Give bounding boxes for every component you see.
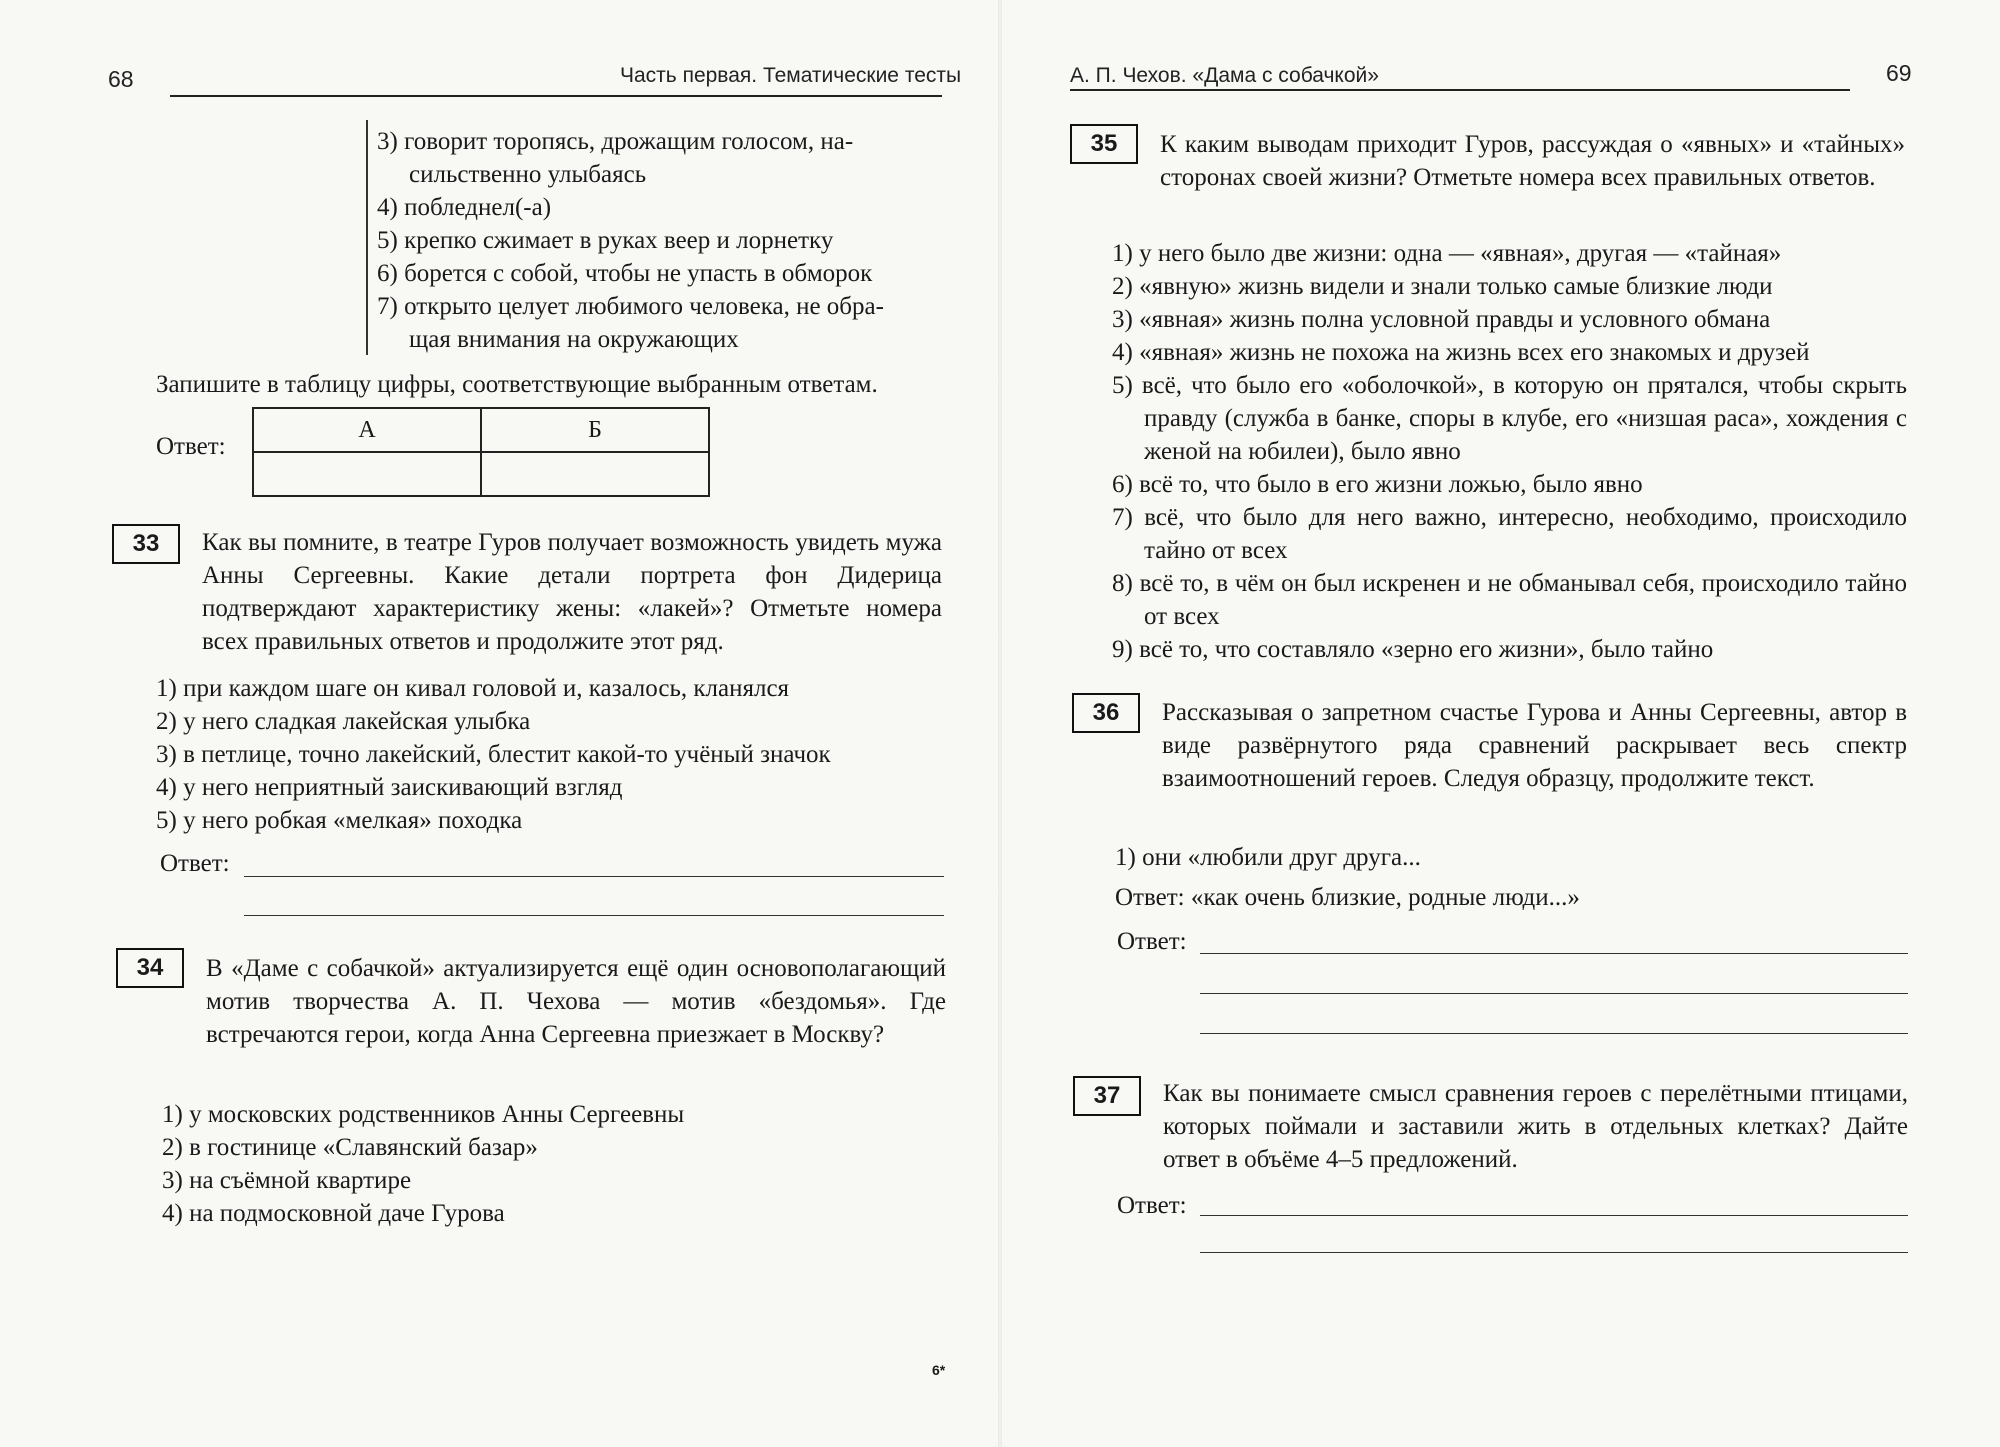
list-item: 2) в гостинице «Славянский базар»	[162, 1134, 538, 1161]
answer-label: Ответ:	[1117, 928, 1187, 955]
answer-label: Ответ:	[1117, 1192, 1187, 1219]
question-number-34: 34	[116, 948, 184, 988]
header-rule-left	[170, 95, 942, 97]
option-line: сильственно улыбаясь	[409, 161, 647, 188]
question-36-example-answer: Ответ: «как очень близкие, родные люди...»	[1115, 884, 1580, 911]
question-35-options	[1112, 237, 1907, 666]
list-item: 3) в петлице, точно лакейский, блестит какой-то учёный значок	[156, 741, 831, 768]
question-33-text: Как вы помните, в театре Гуров получает возможность увидеть мужа Анны Сергеевны. Какие детали портрета фон Дидерица подтверждают характеристику жены: «лакей»? Отметьте номера всех правильных ответов и продолжите этот ряд.	[202, 529, 942, 655]
question-number-33: 33	[112, 524, 180, 564]
option-line: 6) борется с собой, чтобы не упасть в обморок	[377, 260, 873, 287]
answer-line[interactable]	[1200, 1033, 1908, 1034]
list-item: 5) у него робкая «мелкая» походка	[156, 807, 523, 834]
question-36-example: 1) они «любили друг друга...	[1115, 844, 1421, 871]
list-item: 4) на подмосковной даче Гурова	[162, 1200, 505, 1227]
list-item: 1) при каждом шаге он кивал головой и, казалось, кланялся	[156, 675, 790, 702]
answer-line[interactable]	[1200, 993, 1908, 994]
option-line: 7) открыто целует любимого человека, не обра-	[377, 293, 884, 320]
table-header-a: А	[253, 408, 481, 452]
question-number-35: 35	[1070, 124, 1138, 164]
question-35-text: К каким выводам приходит Гуров, рассуждая о «явных» и «тайных» сторонах своей жизни? Отметьте номера всех правильных ответов.	[1160, 131, 1905, 191]
list-item: 4) у него неприятный заискивающий взгляд	[156, 774, 623, 801]
question-number-37: 37	[1073, 1076, 1141, 1116]
answer-line[interactable]	[1200, 1252, 1908, 1253]
list-item: 6) всё то, что было в его жизни ложью, было явно	[1112, 471, 1643, 498]
option-line: щая внимания на окружающих	[409, 326, 739, 353]
list-item: 8) всё то, в чём он был искренен и не обманывал себя, происходило тайно от всех	[1112, 570, 1907, 630]
answer-line[interactable]	[1200, 953, 1908, 954]
answer-line[interactable]	[244, 915, 944, 916]
list-item: 2) «явную» жизнь видели и знали только самые близкие люди	[1112, 273, 1773, 300]
answer-line[interactable]	[1200, 1215, 1908, 1216]
question-37-text: Как вы понимаете смысл сравнения героев с перелётными птицами, которых поймали и заставили жить в отдельных клетках? Дайте ответ в объёме 4–5 предложений.	[1163, 1080, 1908, 1173]
list-item: 1) у него было две жизни: одна — «явная», другая — «тайная»	[1112, 240, 1782, 267]
running-header-left: Часть первая. Тематические тесты	[620, 64, 962, 87]
header-rule-right	[1070, 89, 1850, 91]
question-33-options	[156, 672, 946, 837]
option-line: 4) побледнел(-а)	[377, 194, 552, 221]
answer-label: Ответ:	[156, 433, 226, 460]
continuation-options	[377, 125, 942, 356]
answer-cell-a[interactable]	[253, 452, 481, 496]
right-page	[1000, 0, 2000, 1447]
option-line: 3) говорит торопясь, дрожащим голосом, на-	[377, 128, 854, 155]
question-number-36: 36	[1072, 693, 1140, 733]
table-instruction: Запишите в таблицу цифры, соответствующие выбранным ответам.	[156, 371, 878, 398]
answer-table	[252, 407, 710, 497]
list-item: 5) всё, что было его «оболочкой», в которую он прятался, чтобы скрыть правду (служба в банке, споры в клубе, его «низшая раса», хождения с женой на юбилеи), было явно	[1112, 372, 1907, 465]
signature-mark: 6*	[932, 1362, 946, 1378]
list-item: 3) на съёмной квартире	[162, 1167, 412, 1194]
list-item: 9) всё то, что составляло «зерно его жизни», было тайно	[1112, 636, 1714, 663]
table-header-b: Б	[481, 408, 709, 452]
question-34-options	[162, 1098, 942, 1230]
page-number-left: 68	[108, 66, 134, 92]
list-item: 1) у московских родственников Анны Сергеевны	[162, 1101, 685, 1128]
question-36-text: Рассказывая о запретном счастье Гурова и Анны Сергеевны, автор в виде развёрнутого ряда сравнений раскрывает весь спектр взаимоотношений героев. Следуя образцу, продолжите текст.	[1162, 699, 1907, 792]
answer-line[interactable]	[244, 876, 944, 877]
list-item: 7) всё, что было для него важно, интересно, необходимо, происходило тайно от всех	[1112, 504, 1907, 564]
option-line: 5) крепко сжимает в руках веер и лорнетку	[377, 227, 834, 254]
question-34-text: В «Даме с собачкой» актуализируется ещё один основополагающий мотив творчества А. П. Чехова — мотив «бездомья». Где встречаются герои, когда Анна Сергеевна приезжает в Москву?	[206, 955, 946, 1048]
list-item: 4) «явная» жизнь не похожа на жизнь всех его знакомых и друзей	[1112, 339, 1810, 366]
answer-label: Ответ:	[160, 850, 230, 877]
list-item: 3) «явная» жизнь полна условной правды и условного обмана	[1112, 306, 1771, 333]
list-item: 2) у него сладкая лакейская улыбка	[156, 708, 531, 735]
page-number-right: 69	[1886, 60, 1912, 86]
answer-cell-b[interactable]	[481, 452, 709, 496]
running-header-right: А. П. Чехов. «Дама с собачкой»	[1070, 64, 1379, 87]
options-margin-rule	[366, 120, 368, 355]
